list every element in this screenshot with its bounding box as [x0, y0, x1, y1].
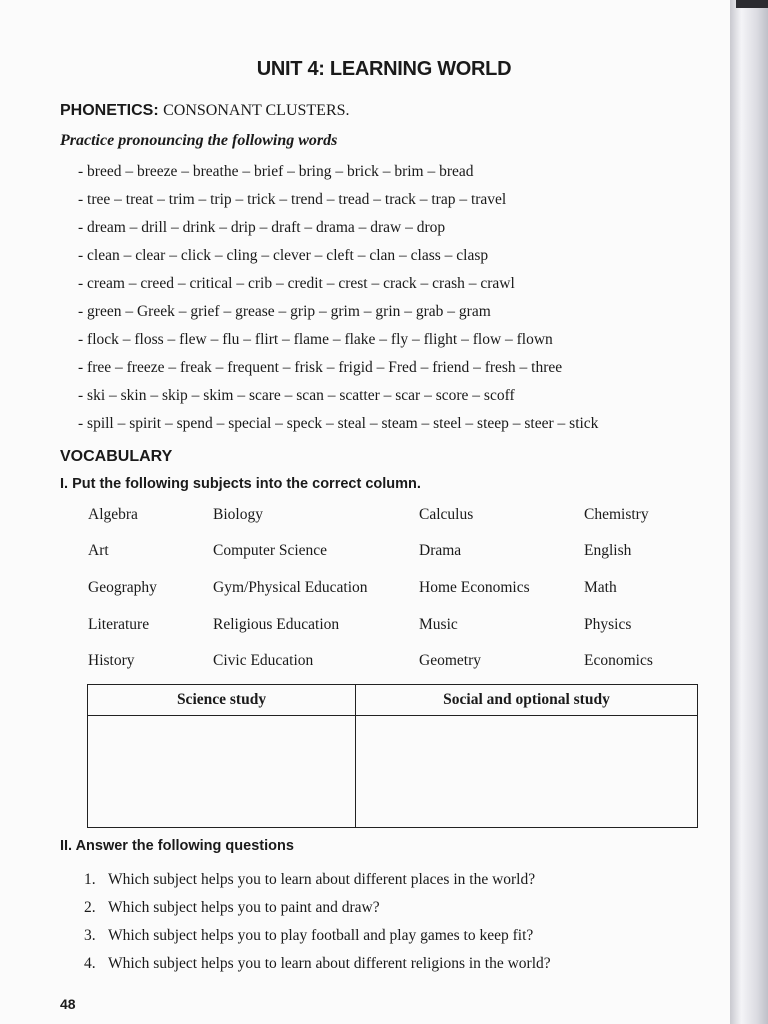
question-number: 1. — [84, 871, 96, 888]
subject-item: Economics — [584, 652, 653, 669]
page-number: 48 — [60, 996, 76, 1012]
word-line: - clean – clear – click – cling – clever – cleft – clan – class – clasp — [78, 247, 489, 264]
subject-item: English — [584, 542, 632, 559]
question-text: Which subject helps you to learn about different places in the world? — [108, 871, 536, 888]
book-page-edge — [730, 0, 768, 1024]
subject-item: History — [88, 652, 135, 669]
question-list — [84, 866, 551, 978]
science-answer-cell[interactable] — [88, 716, 356, 828]
subject-item: Algebra — [88, 506, 138, 523]
word-line: - cream – creed – critical – crib – credit – crest – crack – crash – crawl — [78, 275, 515, 292]
phonetics-heading — [60, 102, 350, 120]
question-number: 4. — [84, 955, 96, 972]
question-item — [84, 950, 551, 978]
subject-item: Geometry — [419, 652, 481, 669]
subject-item: Geography — [88, 579, 157, 596]
book-spine-top — [736, 0, 768, 8]
question-number: 3. — [84, 927, 96, 944]
phonetics-label: PHONETICS: — [60, 102, 159, 119]
practice-instruction: Practice pronouncing the following words — [60, 132, 338, 149]
subject-item: Physics — [584, 616, 632, 633]
subject-item: Chemistry — [584, 506, 649, 523]
vocabulary-heading: VOCABULARY — [60, 448, 173, 465]
question-item — [84, 894, 551, 922]
word-list — [78, 158, 598, 438]
subject-item: Gym/Physical Education — [213, 579, 368, 596]
word-line: - dream – drill – drink – drip – draft – drama – draw – drop — [78, 219, 446, 236]
exercise1-instruction: I. Put the following subjects into the correct column. — [60, 476, 421, 492]
subject-item: Biology — [213, 506, 263, 523]
subject-item: Home Economics — [419, 579, 530, 596]
subject-item: Drama — [419, 542, 462, 559]
word-line: - flock – floss – flew – flu – flirt – flame – flake – fly – flight – flow – flown — [78, 331, 553, 348]
subject-item: Music — [419, 616, 458, 633]
classification-table — [87, 684, 698, 828]
social-column-header: Social and optional study — [356, 685, 698, 716]
science-column-header: Science study — [88, 685, 356, 716]
question-text: Which subject helps you to play football and play games to keep fit? — [108, 927, 534, 944]
exercise2-instruction: II. Answer the following questions — [60, 838, 294, 854]
word-line: - free – freeze – freak – frequent – frisk – frigid – Fred – friend – fresh – three — [78, 359, 563, 376]
word-line: - green – Greek – grief – grease – grip – grim – grin – grab – gram — [78, 303, 491, 320]
unit-title: UNIT 4: LEARNING WORLD — [256, 58, 512, 80]
social-answer-cell[interactable] — [356, 716, 698, 828]
subject-item: Literature — [88, 616, 150, 633]
subject-item: Civic Education — [213, 652, 314, 669]
subject-item: Math — [584, 579, 617, 596]
word-line: - breed – breeze – breathe – brief – bring – brick – brim – bread — [78, 163, 474, 180]
phonetics-topic: CONSONANT CLUSTERS. — [163, 102, 350, 119]
question-item — [84, 922, 551, 950]
word-line: - tree – treat – trim – trip – trick – trend – tread – track – trap – travel — [78, 191, 507, 208]
subject-item: Computer Science — [213, 542, 328, 559]
question-text: Which subject helps you to paint and draw? — [108, 899, 380, 916]
word-line: - ski – skin – skip – skim – scare – scan – scatter – scar – score – scoff — [78, 387, 515, 404]
question-text: Which subject helps you to learn about different religions in the world? — [108, 955, 551, 972]
subject-item: Religious Education — [213, 616, 340, 633]
word-line: - spill – spirit – spend – special – speck – steal – steam – steel – steep – steer – stick — [78, 415, 599, 432]
question-number: 2. — [84, 899, 96, 916]
subject-item: Art — [88, 542, 109, 559]
question-item — [84, 866, 551, 894]
subject-item: Calculus — [419, 506, 474, 523]
